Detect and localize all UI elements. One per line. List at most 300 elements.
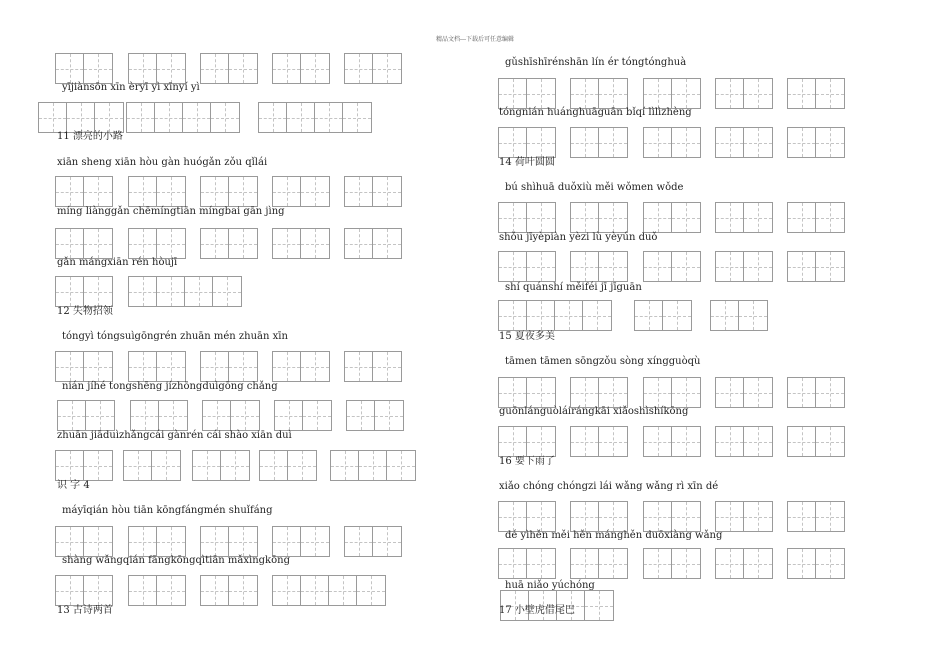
tianzige-cell[interactable] [716,427,744,456]
tianzige-cell[interactable] [644,203,672,232]
tianzige-cell[interactable] [84,576,112,605]
tianzige-cell[interactable] [387,451,415,480]
pinyin-line: zhuān jiāduìzhǎngcái gànrén cái shào xiān duì [57,430,292,441]
writing-box-group[interactable] [344,228,402,259]
writing-box-group[interactable] [643,78,701,109]
tianzige-cell[interactable] [599,203,627,232]
tianzige-cell[interactable] [744,79,772,108]
tianzige-cell[interactable] [599,252,627,281]
tianzige-cell[interactable] [56,177,84,206]
tianzige-cell[interactable] [345,352,373,381]
writing-box-group[interactable] [715,426,773,457]
tianzige-cell[interactable] [213,277,241,306]
tianzige-cell[interactable] [86,401,114,430]
tianzige-cell[interactable] [157,576,185,605]
tianzige-cell[interactable] [157,229,185,258]
tianzige-cell[interactable] [152,451,180,480]
writing-box-group[interactable] [38,102,124,133]
writing-box-group[interactable] [570,501,628,532]
tianzige-cell[interactable] [58,401,86,430]
tianzige-cell[interactable] [56,229,84,258]
tianzige-cell[interactable] [499,549,527,578]
writing-box-group[interactable] [498,78,556,109]
tianzige-cell[interactable] [599,427,627,456]
writing-box-group[interactable] [570,202,628,233]
tianzige-cell[interactable] [303,401,331,430]
writing-box-group[interactable] [128,351,186,382]
writing-box-group[interactable] [57,400,115,431]
tianzige-cell[interactable] [816,502,844,531]
tianzige-cell[interactable] [571,502,599,531]
writing-box-group[interactable] [272,526,330,557]
pinyin-line: huā niǎo yúchóng [505,580,595,591]
writing-box-group[interactable] [126,102,240,133]
tianzige-cell[interactable] [375,401,403,430]
tianzige-cell[interactable] [571,549,599,578]
tianzige-cell[interactable] [39,103,67,132]
tianzige-cell[interactable] [672,502,700,531]
writing-box-group[interactable] [192,450,250,481]
tianzige-cell[interactable] [157,54,185,83]
tianzige-cell[interactable] [644,378,672,407]
tianzige-cell[interactable] [527,502,555,531]
tianzige-cell[interactable] [84,229,112,258]
tianzige-cell[interactable] [788,252,816,281]
tianzige-cell[interactable] [744,549,772,578]
writing-box-group[interactable] [123,450,181,481]
writing-box-group[interactable] [344,526,402,557]
tianzige-cell[interactable] [84,527,112,556]
writing-box-group[interactable] [634,300,692,331]
writing-box-group[interactable] [710,300,768,331]
tianzige-cell[interactable] [644,79,672,108]
tianzige-cell[interactable] [345,177,373,206]
tianzige-cell[interactable] [229,229,257,258]
tianzige-cell[interactable] [343,103,371,132]
writing-box-group[interactable] [715,78,773,109]
pinyin-line: yījiànsōn xīn èryī yì xīnyí yì [62,82,200,93]
writing-box-group[interactable] [787,127,845,158]
tianzige-cell[interactable] [739,301,767,330]
tianzige-cell[interactable] [221,451,249,480]
tianzige-cell[interactable] [229,576,257,605]
tianzige-cell[interactable] [711,301,739,330]
writing-box-group[interactable] [570,78,628,109]
tianzige-cell[interactable] [129,177,157,206]
writing-box-group[interactable] [128,176,186,207]
tianzige-cell[interactable] [185,277,213,306]
writing-box-group[interactable] [787,426,845,457]
pinyin-line: guōnlánguòláirángkāi xiǎoshìshíkōng [499,406,689,417]
tianzige-cell[interactable] [672,203,700,232]
tianzige-cell[interactable] [301,229,329,258]
pinyin-line: tóngnián huánghuāguān bǐqí lìlìzhèng [499,107,692,118]
tianzige-cell[interactable] [373,177,401,206]
tianzige-cell[interactable] [345,229,373,258]
tianzige-cell[interactable] [744,128,772,157]
writing-box-group[interactable] [272,575,386,606]
tianzige-cell[interactable] [527,549,555,578]
writing-box-group[interactable] [258,102,372,133]
writing-box-group[interactable] [570,548,628,579]
writing-box-group[interactable] [344,53,402,84]
writing-box-group[interactable] [643,202,701,233]
tianzige-cell[interactable] [373,527,401,556]
tianzige-cell[interactable] [129,277,157,306]
writing-box-group[interactable] [55,526,113,557]
writing-box-group[interactable] [715,202,773,233]
tianzige-cell[interactable] [744,203,772,232]
tianzige-cell[interactable] [373,54,401,83]
tianzige-cell[interactable] [67,103,95,132]
writing-box-group[interactable] [643,127,701,158]
writing-box-group[interactable] [643,251,701,282]
tianzige-cell[interactable] [788,203,816,232]
tianzige-cell[interactable] [201,352,229,381]
tianzige-cell[interactable] [644,427,672,456]
writing-box-group[interactable] [570,127,628,158]
tianzige-cell[interactable] [131,401,159,430]
tianzige-cell[interactable] [273,352,301,381]
tianzige-cell[interactable] [84,177,112,206]
writing-box-group[interactable] [498,501,556,532]
tianzige-cell[interactable] [373,229,401,258]
tianzige-cell[interactable] [157,352,185,381]
tianzige-cell[interactable] [499,203,527,232]
tianzige-cell[interactable] [84,277,112,306]
pinyin-line: dé yìhěn měi hěn mánghěn duōxiàng wǎng [505,530,723,541]
tianzige-cell[interactable] [599,128,627,157]
writing-box-group[interactable] [128,53,186,84]
writing-box-group[interactable] [498,548,556,579]
tianzige-cell[interactable] [716,378,744,407]
writing-box-group[interactable] [200,53,258,84]
tianzige-cell[interactable] [672,378,700,407]
tianzige-cell[interactable] [644,549,672,578]
tianzige-cell[interactable] [788,549,816,578]
tianzige-cell[interactable] [663,301,691,330]
writing-box-group[interactable] [344,351,402,382]
tianzige-cell[interactable] [301,576,329,605]
writing-box-group[interactable] [643,377,701,408]
tianzige-cell[interactable] [788,378,816,407]
tianzige-cell[interactable] [499,79,527,108]
tianzige-cell[interactable] [229,54,257,83]
tianzige-cell[interactable] [644,502,672,531]
writing-box-group[interactable] [715,127,773,158]
tianzige-cell[interactable] [229,527,257,556]
tianzige-cell[interactable] [260,451,288,480]
tianzige-cell[interactable] [273,54,301,83]
pinyin-line: shí quánshí měiféi jī jīguān [505,282,642,293]
tianzige-cell[interactable] [183,103,211,132]
writing-box-group[interactable] [128,228,186,259]
tianzige-cell[interactable] [301,177,329,206]
tianzige-cell[interactable] [716,128,744,157]
writing-box-group[interactable] [272,53,330,84]
writing-box-group[interactable] [570,377,628,408]
tianzige-cell[interactable] [571,378,599,407]
tianzige-cell[interactable] [583,301,611,330]
tianzige-cell[interactable] [744,502,772,531]
tianzige-cell[interactable] [635,301,663,330]
writing-box-group[interactable] [643,426,701,457]
tianzige-cell[interactable] [157,527,185,556]
tianzige-cell[interactable] [816,79,844,108]
tianzige-cell[interactable] [744,378,772,407]
tianzige-cell[interactable] [56,527,84,556]
writing-box-group[interactable] [346,400,404,431]
tianzige-cell[interactable] [599,549,627,578]
tianzige-cell[interactable] [231,401,259,430]
tianzige-cell[interactable] [816,427,844,456]
tianzige-cell[interactable] [56,352,84,381]
writing-box-group[interactable] [55,351,113,382]
tianzige-cell[interactable] [84,451,112,480]
writing-box-group[interactable] [787,548,845,579]
tianzige-cell[interactable] [716,549,744,578]
tianzige-cell[interactable] [527,378,555,407]
writing-box-group[interactable] [200,575,258,606]
pinyin-line: xiǎo chóng chóngzi lái wǎng wǎng rì xīn dé [499,481,719,492]
writing-box-group[interactable] [498,377,556,408]
lesson-title: 12 失物招领 [57,306,113,317]
tianzige-cell[interactable] [273,177,301,206]
writing-box-group[interactable] [200,176,258,207]
tianzige-cell[interactable] [499,128,527,157]
tianzige-cell[interactable] [155,103,183,132]
writing-box-group[interactable] [715,251,773,282]
tianzige-cell[interactable] [527,203,555,232]
writing-box-group[interactable] [715,377,773,408]
writing-box-group[interactable] [498,426,556,457]
tianzige-cell[interactable] [499,427,527,456]
writing-box-group[interactable] [498,127,556,158]
tianzige-cell[interactable] [273,576,301,605]
tianzige-cell[interactable] [345,54,373,83]
writing-box-group[interactable] [274,400,332,431]
writing-box-group[interactable] [128,276,242,307]
tianzige-cell[interactable] [571,203,599,232]
tianzige-cell[interactable] [571,79,599,108]
tianzige-cell[interactable] [585,591,613,620]
tianzige-cell[interactable] [672,79,700,108]
writing-box-group[interactable] [128,575,186,606]
writing-box-group[interactable] [498,202,556,233]
tianzige-cell[interactable] [211,103,239,132]
tianzige-cell[interactable] [331,451,359,480]
writing-box-group[interactable] [498,300,612,331]
tianzige-cell[interactable] [644,252,672,281]
writing-box-group[interactable] [130,400,188,431]
tianzige-cell[interactable] [672,252,700,281]
tianzige-cell[interactable] [345,527,373,556]
tianzige-cell[interactable] [357,576,385,605]
tianzige-cell[interactable] [273,229,301,258]
tianzige-cell[interactable] [347,401,375,430]
writing-box-group[interactable] [643,548,701,579]
writing-box-group[interactable] [787,251,845,282]
writing-box-group[interactable] [498,251,556,282]
writing-box-group[interactable] [787,501,845,532]
tianzige-cell[interactable] [672,549,700,578]
pinyin-line: tāmen tāmen sōngzǒu sòng xíngguòqù [505,356,701,367]
tianzige-cell[interactable] [816,203,844,232]
writing-box-group[interactable] [570,251,628,282]
pinyin-line: tóngyì tóngsuìgōngrén zhuān mén zhuān xīn [62,331,288,342]
tianzige-cell[interactable] [301,527,329,556]
tianzige-cell[interactable] [527,128,555,157]
tianzige-cell[interactable] [56,54,84,83]
lesson-title: 识 字 4 [57,480,90,491]
tianzige-cell[interactable] [788,128,816,157]
tianzige-cell[interactable] [201,576,229,605]
tianzige-cell[interactable] [273,527,301,556]
tianzige-cell[interactable] [127,103,155,132]
writing-box-group[interactable] [55,450,113,481]
tianzige-cell[interactable] [527,79,555,108]
tianzige-cell[interactable] [816,128,844,157]
tianzige-cell[interactable] [359,451,387,480]
tianzige-cell[interactable] [527,301,555,330]
pinyin-line: gǔshīshīrénshān lín ér tóngtónghuà [505,57,687,68]
tianzige-cell[interactable] [716,203,744,232]
tianzige-cell[interactable] [129,527,157,556]
writing-box-group[interactable] [55,176,113,207]
writing-box-group[interactable] [787,78,845,109]
tianzige-cell[interactable] [816,252,844,281]
tianzige-cell[interactable] [672,427,700,456]
tianzige-cell[interactable] [499,301,527,330]
pinyin-line: shǒu jīyèpiàn yèzi lù yèyún duǒ [499,232,658,243]
lesson-title: 16 要下雨了 [499,456,555,467]
writing-box-group[interactable] [55,228,113,259]
tianzige-cell[interactable] [744,252,772,281]
tianzige-cell[interactable] [229,352,257,381]
tianzige-cell[interactable] [716,79,744,108]
tianzige-cell[interactable] [571,427,599,456]
page-header: 精品文档---下载后可任意编辑 [435,36,515,43]
writing-box-group[interactable] [330,450,416,481]
tianzige-cell[interactable] [95,103,123,132]
tianzige-cell[interactable] [288,451,316,480]
lesson-title: 11 漂亮的小路 [57,131,123,142]
writing-box-group[interactable] [202,400,260,431]
writing-box-group[interactable] [200,526,258,557]
tianzige-cell[interactable] [157,177,185,206]
tianzige-cell[interactable] [301,352,329,381]
writing-box-group[interactable] [787,377,845,408]
writing-box-group[interactable] [200,351,258,382]
pinyin-line: gǎn mángxiān rén hòujī [57,257,178,268]
tianzige-cell[interactable] [259,103,287,132]
tianzige-cell[interactable] [644,128,672,157]
tianzige-cell[interactable] [201,527,229,556]
tianzige-cell[interactable] [599,378,627,407]
tianzige-cell[interactable] [716,502,744,531]
writing-box-group[interactable] [715,548,773,579]
tianzige-cell[interactable] [373,352,401,381]
tianzige-cell[interactable] [275,401,303,430]
writing-box-group[interactable] [570,426,628,457]
tianzige-cell[interactable] [499,378,527,407]
tianzige-cell[interactable] [56,277,84,306]
tianzige-cell[interactable] [788,427,816,456]
tianzige-cell[interactable] [229,177,257,206]
tianzige-cell[interactable] [129,352,157,381]
tianzige-cell[interactable] [193,451,221,480]
writing-box-group[interactable] [55,53,113,84]
tianzige-cell[interactable] [527,427,555,456]
writing-box-group[interactable] [643,501,701,532]
tianzige-cell[interactable] [672,128,700,157]
tianzige-cell[interactable] [129,229,157,258]
tianzige-cell[interactable] [129,54,157,83]
tianzige-cell[interactable] [201,54,229,83]
writing-box-group[interactable] [55,575,113,606]
tianzige-cell[interactable] [56,576,84,605]
writing-box-group[interactable] [344,176,402,207]
lesson-title: 14 荷叶圆圆 [499,157,555,168]
tianzige-cell[interactable] [499,502,527,531]
tianzige-cell[interactable] [159,401,187,430]
pinyin-line: míng liànggǎn chēmíngtiān míngbai gān jìng [57,206,285,217]
tianzige-cell[interactable] [301,54,329,83]
writing-box-group[interactable] [715,501,773,532]
tianzige-cell[interactable] [203,401,231,430]
tianzige-cell[interactable] [329,576,357,605]
lesson-title: 17 小壁虎借尾巴 [499,605,575,616]
tianzige-cell[interactable] [599,79,627,108]
pinyin-line: máyīqián hòu tiān kōngfángmén shuǐfáng [62,505,273,516]
writing-box-group[interactable] [272,228,330,259]
tianzige-cell[interactable] [124,451,152,480]
tianzige-cell[interactable] [84,352,112,381]
tianzige-cell[interactable] [599,502,627,531]
tianzige-cell[interactable] [315,103,343,132]
tianzige-cell[interactable] [816,378,844,407]
writing-box-group[interactable] [272,176,330,207]
tianzige-cell[interactable] [555,301,583,330]
tianzige-cell[interactable] [716,252,744,281]
tianzige-cell[interactable] [816,549,844,578]
tianzige-cell[interactable] [499,252,527,281]
tianzige-cell[interactable] [129,576,157,605]
tianzige-cell[interactable] [571,252,599,281]
writing-box-group[interactable] [200,228,258,259]
tianzige-cell[interactable] [527,252,555,281]
pinyin-line: shàng wǎngqián fāngkōngqìtiān mǎxìngkōng [62,555,290,566]
tianzige-cell[interactable] [201,229,229,258]
tianzige-cell[interactable] [157,277,185,306]
tianzige-cell[interactable] [56,451,84,480]
tianzige-cell[interactable] [84,54,112,83]
tianzige-cell[interactable] [287,103,315,132]
pinyin-line: bú shìhuā duǒxiù měi wǒmen wǒde [505,182,684,193]
writing-box-group[interactable] [128,526,186,557]
lesson-title: 15 夏夜多美 [499,331,555,342]
writing-box-group[interactable] [55,276,113,307]
writing-box-group[interactable] [259,450,317,481]
tianzige-cell[interactable] [571,128,599,157]
tianzige-cell[interactable] [788,79,816,108]
tianzige-cell[interactable] [788,502,816,531]
writing-box-group[interactable] [272,351,330,382]
tianzige-cell[interactable] [201,177,229,206]
pinyin-line: xiān sheng xiān hòu gàn huógǎn zǒu qǐlái [57,157,268,168]
tianzige-cell[interactable] [744,427,772,456]
writing-box-group[interactable] [787,202,845,233]
